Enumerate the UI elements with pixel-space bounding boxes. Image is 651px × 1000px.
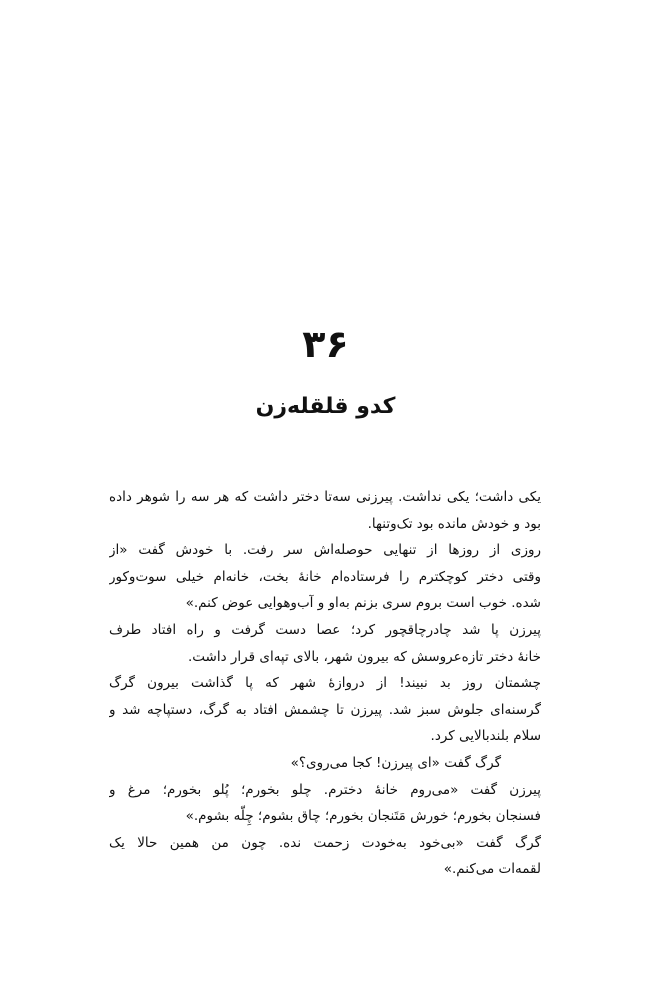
text-line: روزی از روزها از تنهایی حوصله‌اش سر رفت. با خودش گفت «از (109, 542, 541, 559)
chapter-title: کدو قلقله‌زن (255, 394, 396, 419)
text-line: فسنجان بخورم؛ خورش مَتَنجان بخورم؛ چاق بشوم؛ چِلّه بشوم.» (185, 808, 541, 825)
text-line: شده. خوب است بروم سری بزنم به‌او و آب‌وهوایی عوض کنم.» (185, 595, 541, 612)
chapter-number: ۳۶ (302, 322, 349, 366)
text-line: چشمتان روز بد نبیند! از دروازهٔ شهر که پا گذاشت بیرون گرگ (109, 675, 541, 692)
text-line: گرسنه‌ای جلوش سبز شد. پیرزن تا چشمش افتاد به گرگ، دستپاچه شد و (109, 701, 541, 718)
text-line: گرگ گفت «بی‌خود به‌خودت زحمت نده. چون من همین حالا یک (109, 834, 541, 851)
text-line: لقمه‌ات می‌کنم.» (443, 861, 541, 878)
story-text (109, 484, 541, 883)
text-line: گرگ گفت «ای پیرزن! کجا می‌روی؟» (290, 754, 501, 771)
text-line: یکی داشت؛ یکی نداشت. پیرزنی سه‌تا دختر داشت که هر سه را شوهر داده (109, 489, 541, 505)
text-line: خانهٔ دختر تازه‌عروسش که بیرون شهر، بالای تپه‌ای قرار داشت. (188, 648, 541, 665)
text-line: پیرزن گفت «می‌روم خانهٔ دخترم. چلو بخورم؛ پُلو بخورم؛ مرغ و (109, 781, 541, 798)
text-line: وقتی دختر کوچکترم را فرستاده‌ام خانهٔ بخت، خانه‌ام خیلی سوت‌وکور (109, 568, 541, 585)
text-line: بود و خودش مانده بود تک‌وتنها. (367, 515, 541, 532)
text-line: سلام بلندبالایی کرد. (430, 728, 541, 745)
text-line: پیرزن پا شد چادرچاقچور کرد؛ عصا دست گرفت و راه افتاد طرف (109, 621, 541, 638)
